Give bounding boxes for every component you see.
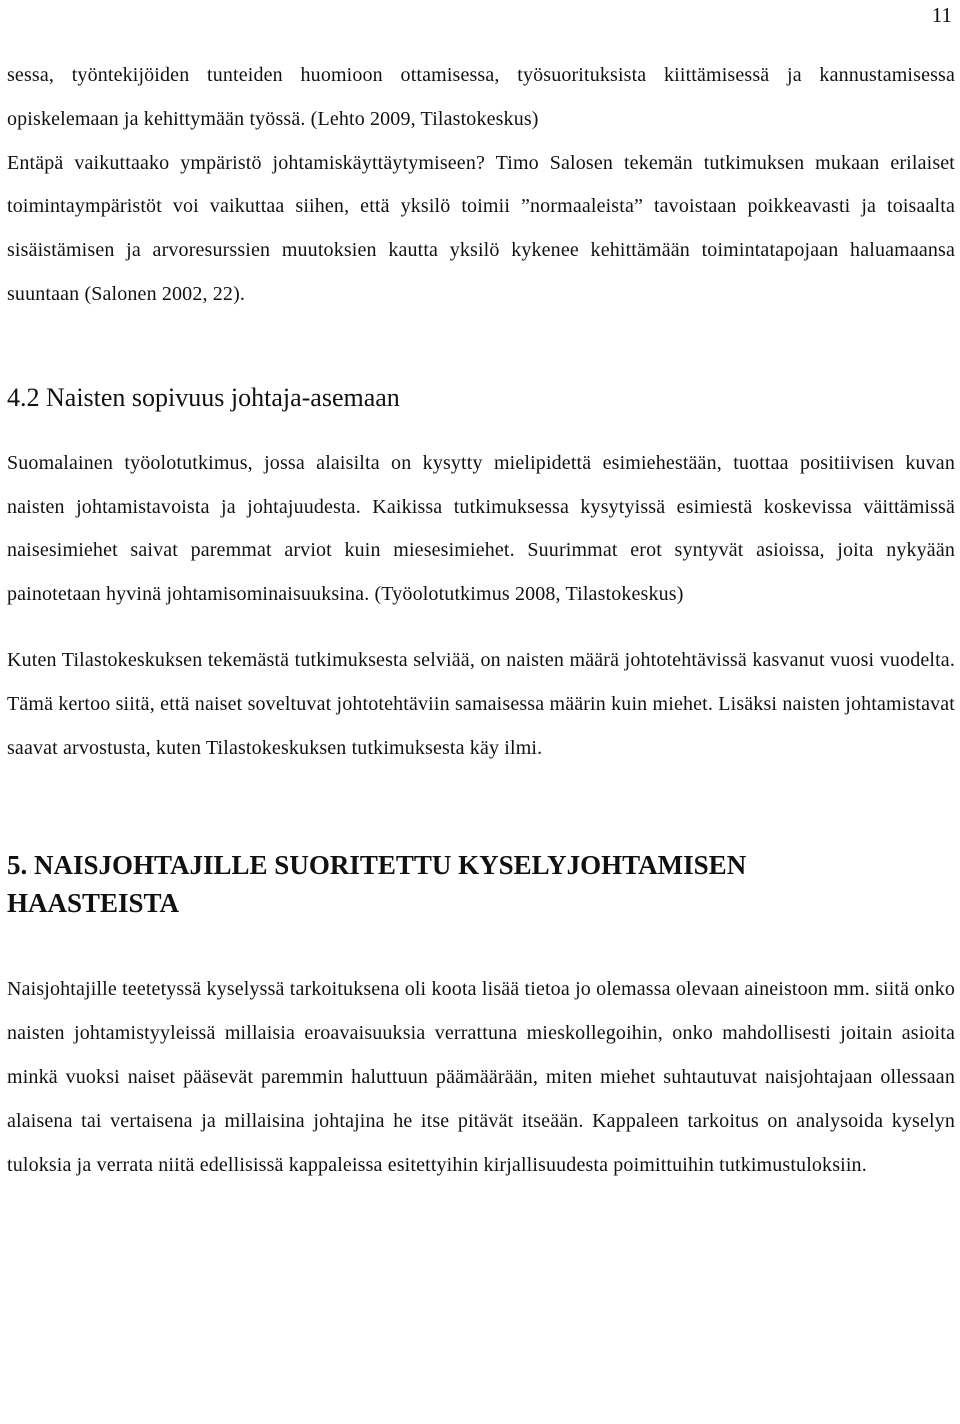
document-body xyxy=(7,54,955,1187)
paragraph-continuation: sessa, työntekijöiden tunteiden huomioon ottamisessa, työsuorituksista kiittämisessä ja kannustamisessa opiskelemaan ja kehittymään työssä. (Lehto 2009, Tilastokeskus) xyxy=(7,64,955,130)
paragraph-survey-purpose: Naisjohtajille teetetyssä kyselyssä tarkoituksena oli koota lisää tietoa jo olemassa olevaan aineistoon mm. siitä onko naisten johtamistyyleissä millaisia eroavaisuuksia verrattuna mieskollegoihin, onko mahdollisesti joitain asioita minkä vuoksi naiset pääsevät paremmin haluttuun päämäärään, miten miehet suhtautuvat naisjohtajaan ollessaan alaisena tai vertaisena ja millaisina johtajina he itse pitävät itseään. Kappaleen tarkoitus on analysoida kyselyn tuloksia ja verrata niitä edellisissä kappaleissa esitettyihin kirjallisuudesta poimittuihin tutkimustuloksiin. xyxy=(7,978,955,1176)
paragraph-statistics: Kuten Tilastokeskuksen tekemästä tutkimuksesta selviää, on naisten määrä johtotehtävissä kasvanut vuosi vuodelta. Tämä kertoo siitä, että naiset soveltuvat johtotehtäviin samaisessa määrin kuin miehet. Lisäksi naisten johtamistavat saavat arvostusta, kuten Tilastokeskuksen tutkimuksesta käy ilmi. xyxy=(7,648,955,759)
section-heading-line-2: HAASTEISTA xyxy=(7,888,180,919)
section-heading-line-1: 5. NAISJOHTAJILLE SUORITETTU KYSELYJOHTAMISEN xyxy=(7,850,747,881)
paragraph-environment: Entäpä vaikuttaako ympäristö johtamiskäyttäytymiseen? Timo Salosen tekemän tutkimuksen mukaan erilaiset toimintaympäristöt voi vaikuttaa siihen, että yksilö toimii ”normaaleista” tavoistaan poikkeavasti ja toisaalta sisäistämisen ja arvoresurssien muutoksien kautta yksilö kykenee kehittämään toimintatapojaan haluamaansa suuntaan (Salonen 2002, 22). xyxy=(7,151,955,305)
paragraph-survey-results: Suomalainen työolotutkimus, jossa alaisilta on kysytty mielipidettä esimiehestään, tuottaa positiivisen kuvan naisten johtamistavoista ja johtajuudesta. Kaikissa tutkimuksessa kysytyissä esimiestä koskevissa väittämissä naisesimiehet saivat paremmat arviot kuin miesesimiehet. Suurimmat erot syntyvät asioissa, joita nykyään painotetaan hyvinä johtamisominaisuuksina. (Työolotutkimus 2008, Tilastokeskus) xyxy=(7,451,955,606)
subsection-heading: 4.2 Naisten sopivuus johtaja-asemaan xyxy=(7,382,400,412)
section-heading xyxy=(7,846,955,922)
page-number: 11 xyxy=(931,3,952,27)
